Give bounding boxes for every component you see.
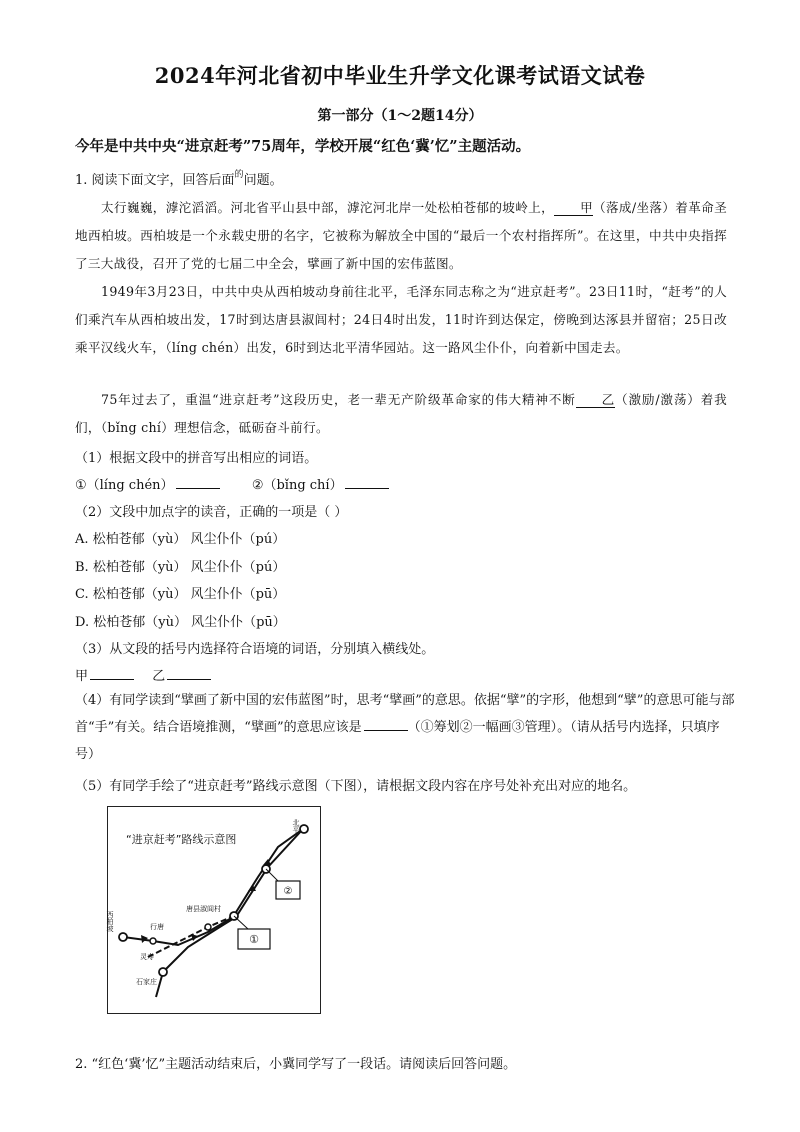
arrow-icon [141,935,148,943]
pinyin-prompt: ①（líng chén） [75,478,174,493]
passage-paragraph-3 [75,386,727,442]
node-beiping [300,825,308,833]
passage-text: 75年过去了，重温“进京赶考”这段历史，老一辈无产阶级革命家的伟大精神不断 [101,392,576,407]
node-xibaipo [119,933,127,941]
section-heading: 第一部分（1～2题14分） [317,108,483,124]
rail-route [163,829,303,972]
passage-paragraph-1 [75,194,727,278]
sub-question-3: （3）从文段的括号内选择符合语境的词语，分别填入横线处。 [75,642,435,657]
route-map-drawing [108,807,320,1013]
sub-question-3-answers [75,665,211,684]
sub-question-5: （5）有同学手绘了“进京赶考”路线示意图（下图），请根据文段内容在序号处补充出对应的地名。 [75,779,637,794]
map-label-shijiazhuang: 石家庄 [136,978,157,986]
answer-blank[interactable] [176,476,220,489]
blank-label: 乙 [152,669,166,684]
passage-text: （激励/激荡）着我们，（bǐng chí）理想信念，砥砺奋斗前行。 [75,392,727,435]
map-label-lingshou: 灵寿 [140,953,154,961]
sub-question-1: （1）根据文段中的拼音写出相应的词语。 [75,451,318,466]
leader-line [266,869,278,881]
question-text: （①筹划②一幅画③管理）。（请从括号内选择，只填序号） [75,720,720,762]
map-title: “进京赶考”路线示意图 [126,833,237,846]
question-2-stem: 2. “红色‘冀’忆”主题活动结束后，小冀同学写了一段话。请阅读后回答问题。 [75,1057,517,1072]
sub-question-2: （2）文段中加点字的读音，正确的一项是（ ） [75,505,348,520]
option-c[interactable]: C. 松柏苍郁（yù） 风尘仆仆（pū） [75,587,286,602]
option-a[interactable]: A. 松柏苍郁（yù） 风尘仆仆（pú） [75,532,286,547]
passage-text: 太行巍巍，滹沱滔滔。河北省平山县中部，滹沱河北岸一处松柏苍郁的坡岭上， [101,200,555,215]
node-xingtang [150,938,156,944]
question-text: （4）有同学读到“擘画了新中国的宏伟蓝图”时，思考“擘画”的意思。依据“擘”的字形，他想到“擘”的意思可能与部首“手”有关。结合语境推测，“擘画”的意思应该是 [75,693,735,735]
map-label-shulv: 唐县淑闾村 [186,905,221,913]
passage-paragraph-2: 1949年3月23日，中共中央从西柏坡动身前往北平，毛泽东同志称之为“进京赶考”。23日11时，“赶考”的人们乘汽车从西柏坡出发，17时到达唐县淑闾村；24日4时出发，11时许到达保定，傍晚到达涿县并留宿；25日改乘平汉线火车，（líng chén）出发，6时到达北平清华园站。这一路风尘仆仆，向着新中国走去。 [75,284,727,355]
sub-question-1-answers [75,474,389,493]
node-shijiazhuang [159,968,167,976]
leader-line [234,916,248,929]
blank-yi: 乙 [576,392,615,408]
exam-title: 2024年河北省初中毕业生升学文化课考试语文试卷 [154,63,646,88]
answer-blank[interactable] [364,718,408,731]
q1-stem-part: 问题。 [243,173,283,188]
sub-question-4 [75,687,735,768]
pinyin-prompt: ②（bǐng chí） [251,478,343,493]
answer-blank[interactable] [167,667,211,680]
option-b[interactable]: B. 松柏苍郁（yù） 风尘仆仆（pú） [75,560,286,575]
box-2-label: ② [283,886,293,897]
answer-blank[interactable] [90,667,134,680]
passage-text: （落成/坐落）着革命圣地西柏坡。西柏坡是一个永载史册的名字，它被称为解放全中国的“最后一个农村指挥所”。在这里，中共中央指挥了三大战役，召开了党的七届二中全会，擘画了新中国的宏伟蓝图。 [75,200,728,271]
q1-stem-part: 1. 阅读下面文字，回答后面 [75,173,235,188]
q1-stem [75,172,283,191]
q1-stem-small: 的 [234,170,244,180]
answer-blank[interactable] [345,476,389,489]
intro-text: 今年是中共中央“进京赶考”75周年，学校开展“红色‘冀’忆”主题活动。 [75,138,531,155]
box-1-label: ① [249,933,259,946]
node-shulv [205,924,211,930]
blank-label: 甲 [75,669,89,684]
route-map [107,806,321,1014]
map-label-xibaipo: 西柏坡 [106,911,114,932]
option-d[interactable]: D. 松柏苍郁（yù） 风尘仆仆（pū） [75,615,286,630]
map-label-beiping: 北平 [292,819,300,833]
blank-jia: 甲 [554,200,593,216]
map-label-xingtang: 行唐 [150,923,164,931]
